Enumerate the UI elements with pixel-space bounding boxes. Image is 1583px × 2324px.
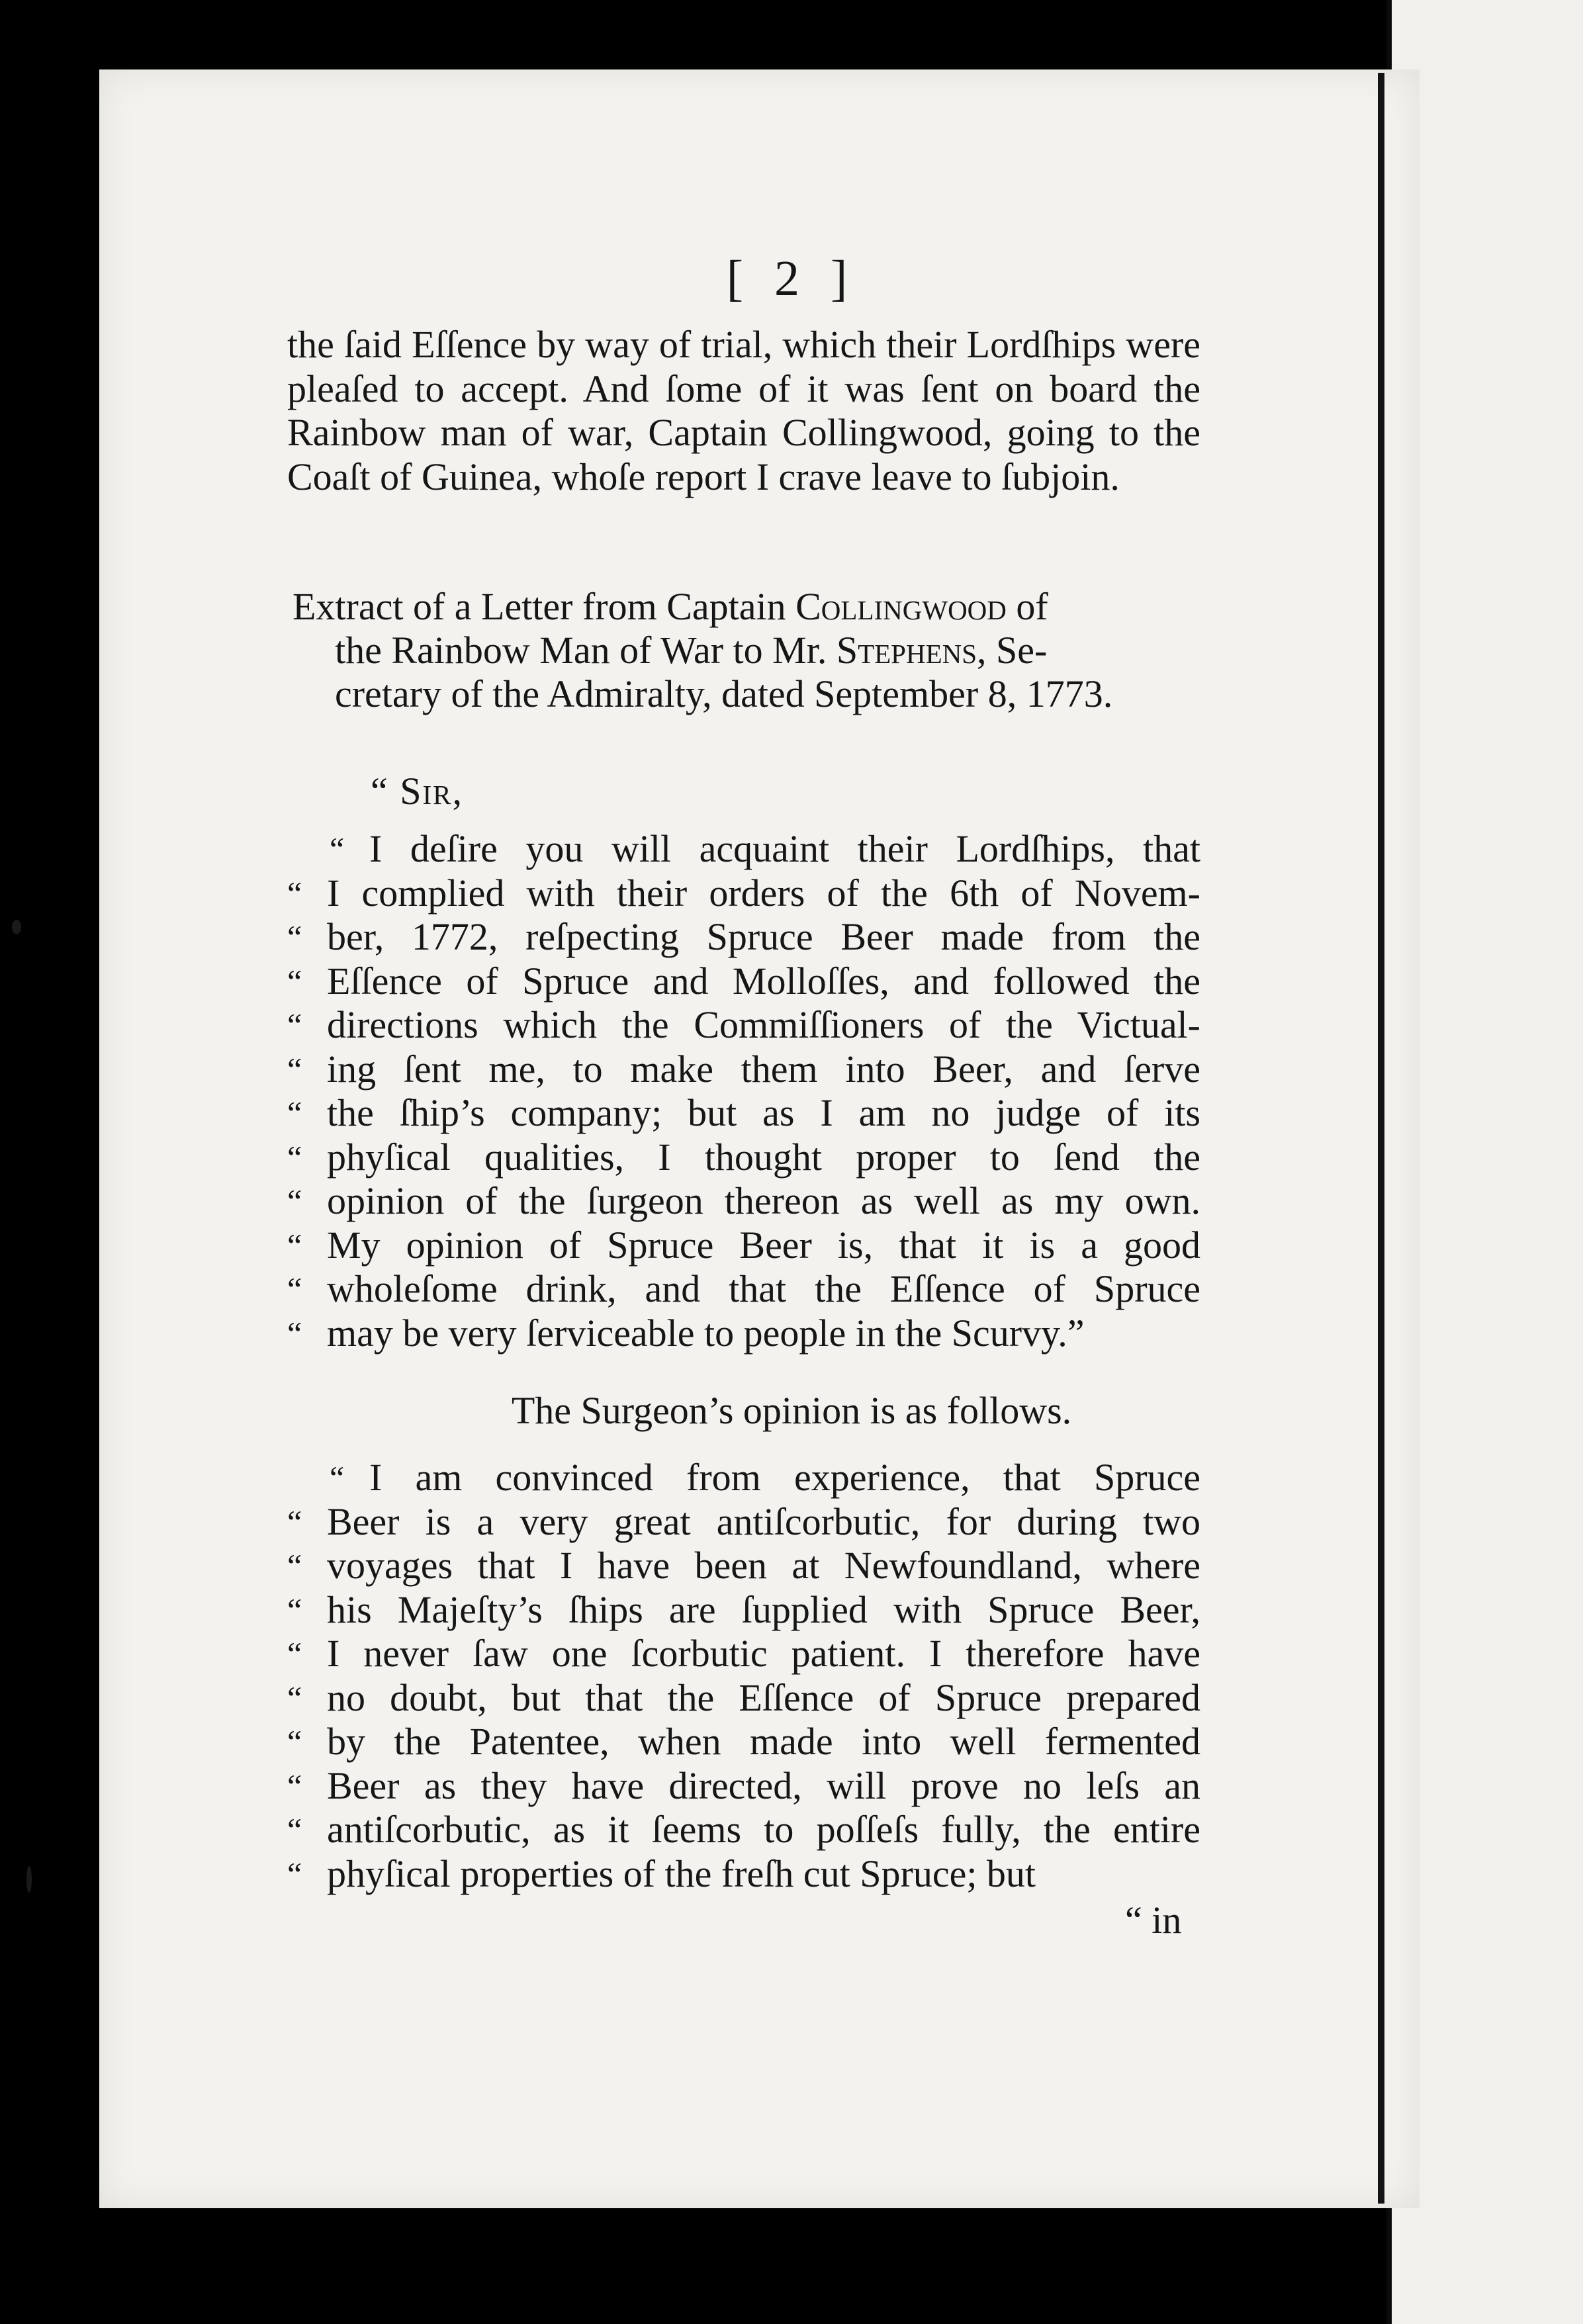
quote-mark: “: [287, 1006, 302, 1044]
letter-line-text: antiſcorbutic, as it ſeems to poſſeſs fully, the entire: [327, 1808, 1200, 1851]
letter-line-text: I deſire you will acquaint their Lordſhips, that: [369, 827, 1200, 870]
letter-line: [287, 1852, 1200, 1897]
letter-line-text: directions which the Commiſſioners of the Victual-: [327, 1003, 1200, 1046]
quote-mark: “: [287, 1679, 302, 1717]
letter-line: [287, 960, 1200, 1004]
letter-line: [287, 1267, 1200, 1312]
letter-line-text: I never ſaw one ſcorbutic patient. I therefore have: [327, 1632, 1200, 1675]
letter-line: [287, 1544, 1200, 1588]
extract-heading-line-3: cretary of the Admiralty, dated September 8, 1773.: [335, 672, 1113, 715]
letter-line: [287, 1003, 1200, 1048]
letter-line: [287, 1588, 1200, 1632]
quote-mark: “: [287, 1635, 302, 1672]
scan-speck: [12, 920, 21, 934]
letter-line-text: by the Patentee, when made into well fermented: [327, 1720, 1200, 1763]
letter-line: [287, 1764, 1200, 1809]
letter-line-text: Beer is a very great antiſcorbutic, for during two: [327, 1499, 1200, 1543]
letter-line-text: phyſical qualities, I thought proper to ſend the: [327, 1135, 1200, 1179]
letter-line-text: I complied with their orders of the 6th of Novem-: [327, 871, 1200, 915]
letter-line-text: I am convinced from experience, that Spruce: [369, 1456, 1200, 1499]
letter-line: [287, 1676, 1200, 1721]
quote-mark: “: [330, 830, 345, 868]
letter-line: [287, 1312, 1200, 1356]
extract-heading-line-2: the Rainbow Man of War to Mr. Stephens, Se-: [335, 629, 1048, 672]
quote-mark: “: [287, 962, 302, 1000]
quote-mark: “: [287, 1314, 302, 1352]
quote-mark: “: [287, 1855, 302, 1893]
letter-line: [287, 1720, 1200, 1764]
surgeon-letter: [287, 1456, 1200, 1896]
letter-line: [287, 1808, 1200, 1852]
letter-line-text: phyſical properties of the freſh cut Spruce; but: [327, 1852, 1036, 1895]
letter-line: [287, 1456, 1200, 1500]
letter-line-text: his Majeſty’s ſhips are ſupplied with Spruce Beer,: [327, 1587, 1200, 1631]
letter-line-text: ing ſent me, to make them into Beer, and ſerve: [327, 1047, 1200, 1091]
quote-mark: “: [287, 1095, 302, 1132]
letter-line-text: My opinion of Spruce Beer is, that it is a good: [327, 1223, 1200, 1267]
letter-line: [287, 827, 1200, 871]
captain-name: Collingwood: [795, 585, 1007, 628]
letter-line: [287, 1136, 1200, 1180]
quote-mark: “: [287, 874, 302, 912]
quote-mark: “: [287, 1811, 302, 1848]
letter-line: [287, 1224, 1200, 1268]
letter-line: [287, 1091, 1200, 1136]
quote-mark: “: [287, 1226, 302, 1264]
captain-letter: [287, 827, 1200, 1355]
letter-line-text: no doubt, but that the Eſſence of Spruce prepared: [327, 1676, 1200, 1719]
letter-line-text: the ſhip’s company; but as I am no judge of its: [327, 1091, 1200, 1134]
quote-mark: “: [287, 1767, 302, 1805]
extract-heading: [293, 585, 1206, 716]
page-gutter: [1378, 73, 1384, 2204]
quote-mark: “: [287, 1547, 302, 1584]
quote-mark: “: [287, 1183, 302, 1220]
extract-heading-line-1: Extract of a Letter from Captain Collingwood of: [293, 585, 1048, 628]
recipient-name: Stephens: [836, 629, 977, 672]
quote-mark: “: [287, 1138, 302, 1176]
quote-mark: “: [287, 1503, 302, 1541]
surgeon-heading: The Surgeon’s opinion is as follows.: [511, 1389, 1072, 1432]
letter-line-text: may be very ſerviceable to people in the Scurvy.”: [327, 1311, 1085, 1355]
quote-mark: “: [287, 1271, 302, 1308]
quote-mark: “: [287, 1050, 302, 1088]
letter-line: [287, 1048, 1200, 1092]
page-header: [ 2 ]: [726, 251, 857, 306]
letter-line-text: Beer as they have directed, will prove no leſs an: [327, 1764, 1200, 1807]
quote-mark: “: [330, 1459, 345, 1496]
letter-line: [287, 1632, 1200, 1676]
letter-line-text: wholeſome drink, and that the Eſſence of Spruce: [327, 1267, 1200, 1310]
letter-line: [287, 1179, 1200, 1224]
scan-speck: [26, 1866, 32, 1893]
letter-line-text: ber, 1772, reſpecting Spruce Beer made from the: [327, 915, 1200, 958]
letter-line: [287, 1500, 1200, 1544]
letter-line-text: Eſſence of Spruce and Molloſſes, and followed the: [327, 959, 1200, 1003]
letter-line: [287, 871, 1200, 916]
intro-paragraph: the ſaid Eſſence by way of trial, which their Lordſhips were pleaſed to accept. And ſome of it was ſent on board the Rainbow man of war, Captain Collingwood, going to the Coaſt of Guinea, whoſe report I crave leave to ſubjoin.: [287, 323, 1200, 498]
quote-mark: “: [287, 918, 302, 956]
letter-line: [287, 915, 1200, 960]
letter-line-text: opinion of the ſurgeon thereon as well as my own.: [327, 1179, 1200, 1222]
salutation: “ Sir,: [371, 770, 463, 813]
quote-mark: “: [287, 1723, 302, 1760]
catchword: “ in: [1125, 1899, 1182, 1942]
quote-mark: “: [287, 1591, 302, 1629]
letter-line-text: voyages that I have been at Newfoundland, where: [327, 1544, 1200, 1587]
